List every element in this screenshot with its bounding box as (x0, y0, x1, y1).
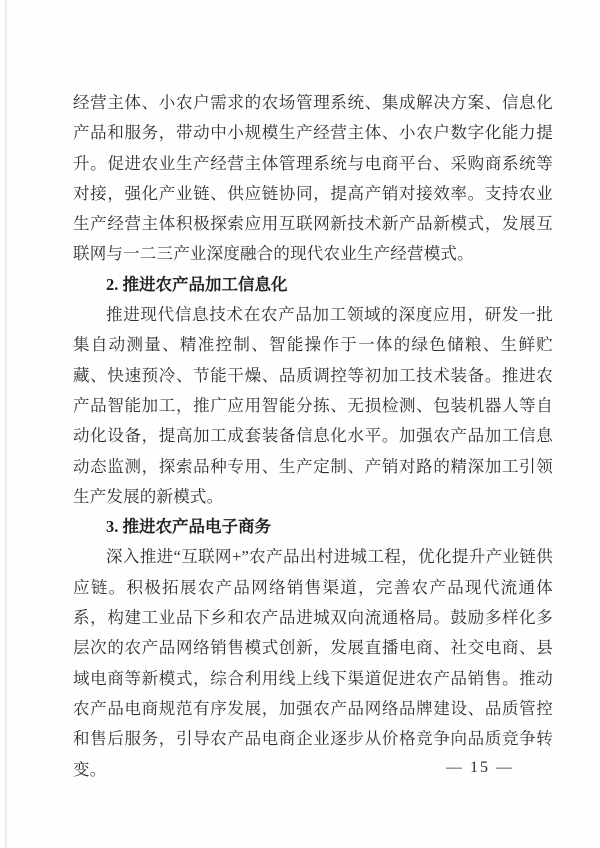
section-heading-processing-informatization: 2. 推进农产品加工信息化 (106, 274, 288, 294)
scan-edge-artifact (5, 0, 7, 848)
continuation-paragraph: 经营主体、小农户需求的农场管理系统、集成解决方案、信息化产品和服务，带动中小规模生产经营主体、小农户数字化能力提升。促进农业生产经营主体管理系统与电商平台、采购商系统等对接，强化产业链、供应链协同，提高产销对接效率。支持农业生产经营主体积极探索应用互联网新技术新产品新模式，发展互联网与一二三产业深度融合的现代农业生产经营模式。 (73, 93, 553, 264)
section-heading-ecommerce: 3. 推进农产品电子商务 (106, 517, 271, 537)
section-body-processing-informatization: 推进现代信息技术在农产品加工领域的深度应用，研发一批集自动测量、精准控制、智能操作于一体的绿色储粮、生鲜贮藏、快速预冷、节能干燥、品质调控等初加工技术装备。推进农产品智能加工，推广应用智能分拣、无损检测、包装机器人等自动化设备，提高加工成套装备信息化水平。加强农产品加工信息动态监测，探索品种专用、生产定制、产销对路的精深加工引领生产发展的新模式。 (73, 305, 553, 506)
page-number: — 15 — (446, 759, 514, 776)
section-body-ecommerce: 深入推进“互联网+”农产品出村进城工程，优化提升产业链供应链。积极拓展农产品网络销售渠道，完善农产品现代流通体系，构建工业品下乡和农产品进城双向流通格局。鼓励多样化多层次的农产品网络销售模式创新，发展直播电商、社交电商、县域电商等新模式，综合利用线上线下渠道促进农产品销售。推动农产品电商规范有序发展，加强农产品网络品牌建设、品质管控和售后服务，引导农产品电商企业逐步从价格竞争向品质竞争转变。 (73, 547, 553, 779)
